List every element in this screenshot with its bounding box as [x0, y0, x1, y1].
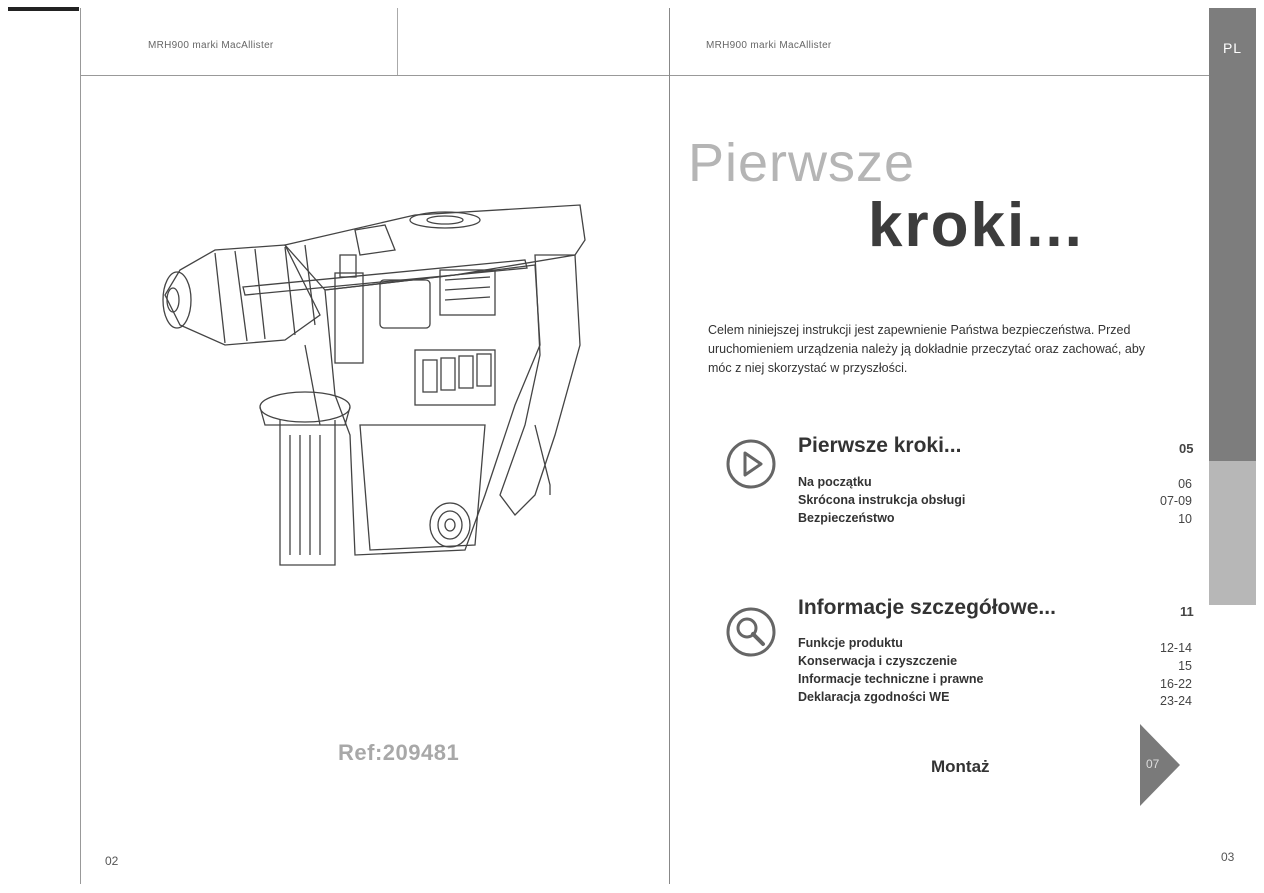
title-line-2: kroki... — [868, 191, 1084, 260]
spine-line — [669, 8, 670, 884]
toc-item-page: 23-24 — [1160, 694, 1192, 708]
section-page-first-steps: 05 — [1179, 441, 1194, 456]
left-page-margin-line — [80, 8, 81, 884]
toc-item: Konserwacja i czyszczenie — [798, 654, 958, 668]
next-section-page: 07 — [1146, 757, 1160, 771]
section-page-details: 11 — [1180, 604, 1194, 619]
section-title-first-steps: Pierwsze kroki... — [798, 434, 962, 457]
toc-item-page: 16-22 — [1160, 677, 1192, 691]
left-header-rule — [80, 75, 670, 76]
next-section-arrow — [1138, 722, 1182, 808]
left-page-corner-mark — [8, 7, 79, 11]
left-page-number: 02 — [105, 854, 119, 868]
toc-item: Na początku — [798, 475, 872, 489]
title-line-1: Pierwsze — [688, 133, 916, 193]
right-header-rule — [670, 75, 1209, 76]
toc-item: Informacje techniczne i prawne — [798, 672, 984, 686]
language-tab-label: PL — [1222, 40, 1243, 56]
toc-item: Bezpieczeństwo — [798, 511, 895, 525]
next-section-label: Montaż — [931, 757, 990, 776]
toc-item-page: 10 — [1178, 512, 1192, 526]
left-page-header: MRH900 marki MacAllister — [148, 40, 274, 51]
toc-item-page: 12-14 — [1160, 641, 1192, 655]
play-icon — [725, 438, 777, 490]
section-title-details: Informacje szczegółowe... — [798, 596, 1056, 619]
rotary-hammer-drill-illustration — [155, 195, 595, 580]
right-page-number: 03 — [1221, 850, 1235, 864]
toc-item-page: 15 — [1178, 659, 1192, 673]
intro-text: Celem niniejszej instrukcji jest zapewnienie Państwa bezpieczeństwa. Przed uruchomieniem urządzenia należy ją dokładnie przeczytać oraz zachować, aby móc z niej skorzystać w przyszłości. — [708, 323, 1146, 375]
toc-item-page: 07-09 — [1160, 494, 1192, 508]
toc-item-page: 06 — [1178, 477, 1192, 491]
language-tab-light — [1209, 461, 1256, 605]
toc-item: Funkcje produktu — [798, 636, 903, 650]
language-tab-dark — [1209, 8, 1256, 461]
toc-item: Deklaracja zgodności WE — [798, 690, 950, 704]
magnifier-icon — [725, 606, 777, 658]
toc-item: Skrócona instrukcja obsługi — [798, 493, 966, 507]
reference-number: Ref:209481 — [338, 740, 460, 765]
left-header-divider — [397, 8, 398, 75]
right-page-header: MRH900 marki MacAllister — [706, 40, 832, 51]
